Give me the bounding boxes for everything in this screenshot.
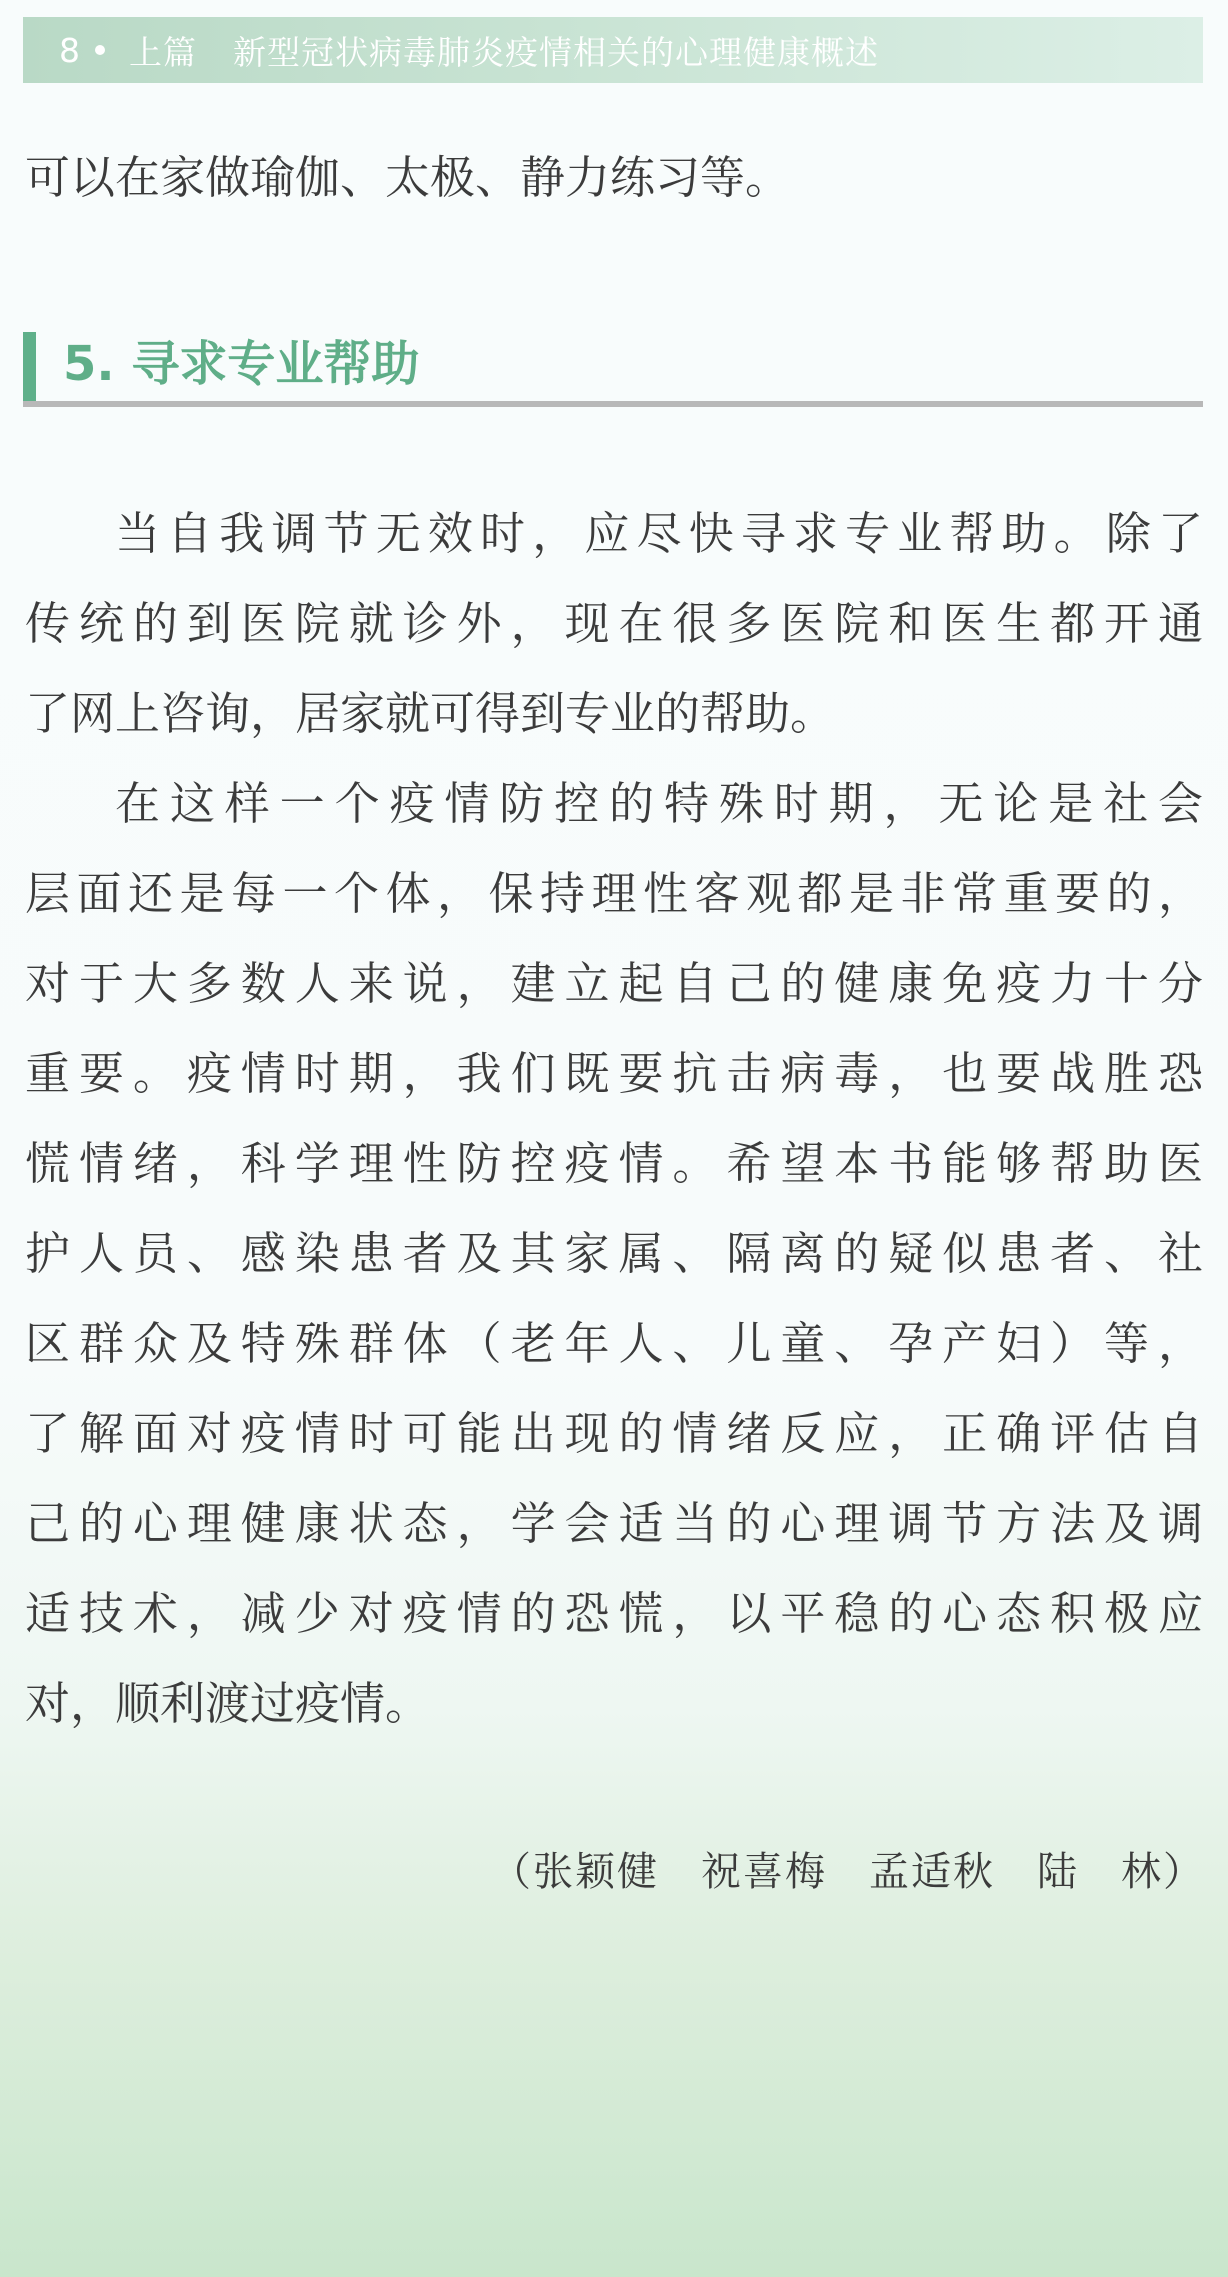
heading-rule (23, 401, 1203, 407)
paragraph-line: 重要。疫情时期，我们既要抗击病毒，也要战胜恐 (25, 1047, 1203, 1100)
author-credits: （张颖健 祝喜梅 孟适秋 陆 林） (491, 1849, 1205, 1895)
bullet-dot-icon (95, 45, 105, 55)
paragraph-line: 慌情绪，科学理性防控疫情。希望本书能够帮助医 (25, 1137, 1203, 1190)
paragraph-line: 护人员、感染患者及其家属、隔离的疑似患者、社 (25, 1227, 1203, 1280)
page-number: 8 (59, 30, 81, 70)
paragraph-line: 在这样一个疫情防控的特殊时期，无论是社会 (115, 777, 1203, 830)
paragraph-line: 己的心理健康状态，学会适当的心理调节方法及调 (25, 1497, 1203, 1550)
part-label: 上篇 (129, 32, 197, 72)
chapter-title: 新型冠状病毒肺炎疫情相关的心理健康概述 (233, 32, 879, 72)
paragraph-line: 适技术，减少对疫情的恐慌，以平稳的心态积极应 (25, 1587, 1203, 1640)
section-title: 5. 寻求专业帮助 (63, 336, 420, 392)
paragraph-line: 传统的到医院就诊外，现在很多医院和医生都开通 (25, 597, 1203, 650)
paragraph-line: 了网上咨询，居家就可得到专业的帮助。 (25, 687, 836, 740)
paragraph-line: 对，顺利渡过疫情。 (25, 1677, 431, 1730)
paragraph-line: 层面还是每一个体，保持理性客观都是非常重要的， (25, 867, 1203, 920)
paragraph-line: 对于大多数人来说，建立起自己的健康免疫力十分 (25, 957, 1203, 1010)
section-heading (23, 328, 1203, 408)
paragraph-line: 区群众及特殊群体（老年人、儿童、孕产妇）等， (25, 1317, 1203, 1370)
heading-accent-bar (23, 332, 36, 402)
running-header (23, 17, 1203, 83)
intro-line: 可以在家做瑜伽、太极、静力练习等。 (25, 151, 791, 204)
paragraph-line: 当自我调节无效时，应尽快寻求专业帮助。除了 (115, 507, 1203, 560)
paragraph-line: 了解面对疫情时可能出现的情绪反应，正确评估自 (25, 1407, 1203, 1460)
